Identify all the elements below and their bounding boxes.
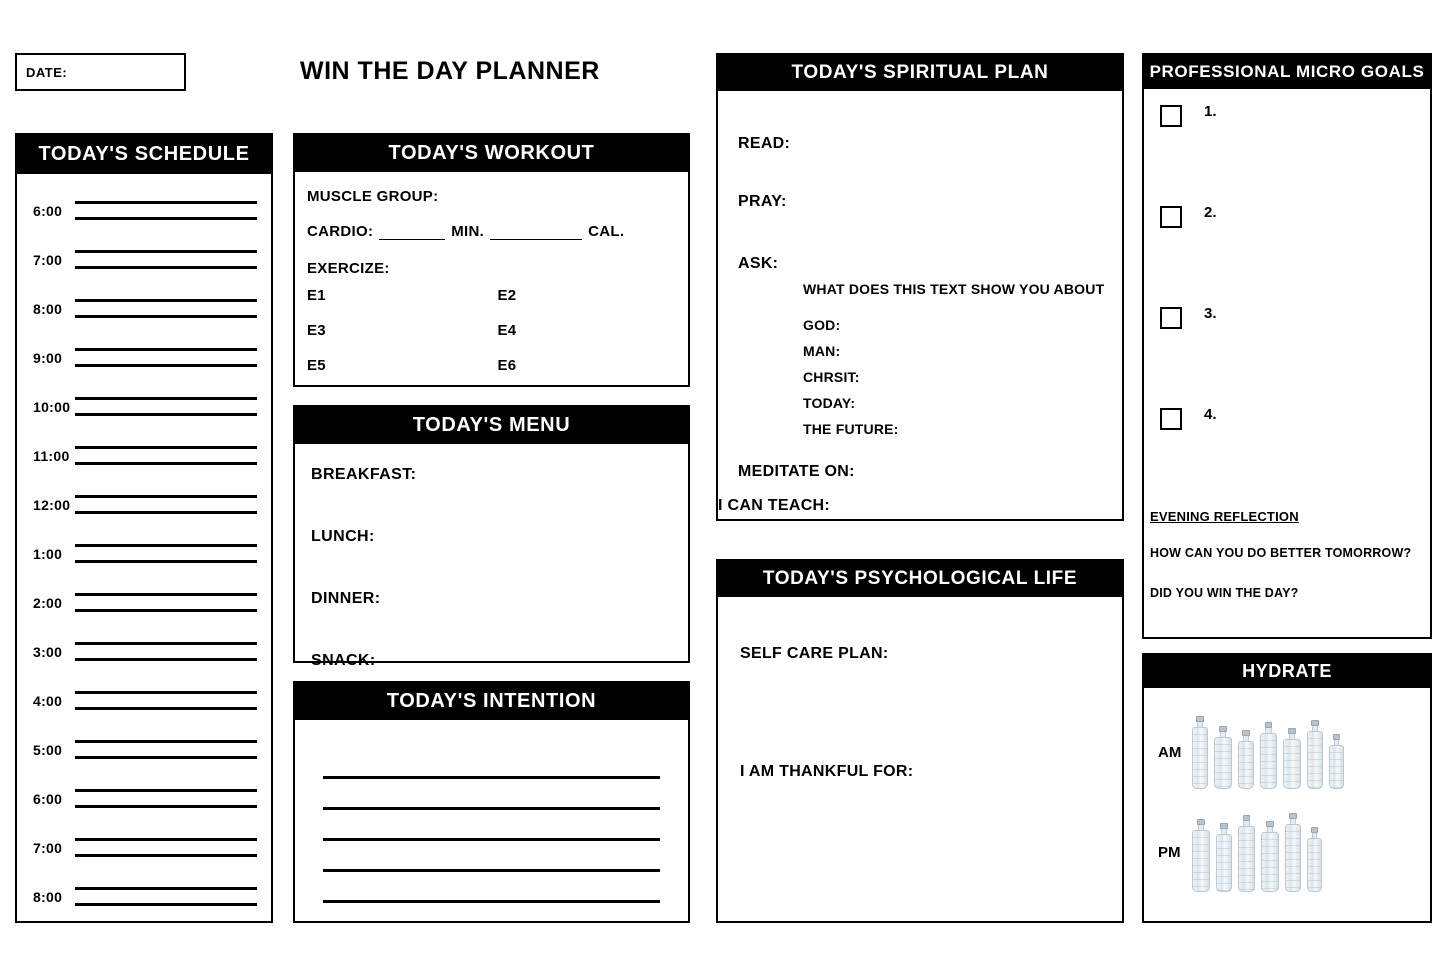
schedule-write-line[interactable] [75,462,257,465]
intention-lines[interactable] [295,720,688,903]
water-bottle-icon[interactable] [1285,813,1301,892]
schedule-heading: TODAY'S SCHEDULE [17,135,271,174]
schedule-row [17,284,271,333]
schedule-time-label: 4:00 [33,692,63,709]
hydrate-heading: HYDRATE [1144,655,1430,688]
meditate-label: MEDITATE ON: [738,463,855,480]
schedule-write-line[interactable] [75,609,257,612]
water-bottle-icon[interactable] [1192,716,1208,789]
evening-reflection-questions [1150,546,1430,600]
hydrate-row [1144,802,1430,902]
schedule-time-label: 1:00 [33,545,63,562]
workout-panel [293,133,690,387]
exercise-slot[interactable]: E3 [307,322,326,339]
muscle-group-label: MUSCLE GROUP: [307,188,439,205]
spiritual-panel [716,53,1124,521]
micro-goal-number: 2. [1204,204,1217,221]
water-bottle-icon[interactable] [1192,819,1210,892]
micro-goal-number: 3. [1204,305,1217,322]
schedule-write-line[interactable] [75,756,257,759]
hydrate-bottle-group [1192,716,1430,789]
exercize-label: EXERCIZE: [307,260,390,277]
ask-item[interactable]: TODAY: [803,395,856,411]
schedule-entry-lines[interactable] [75,678,271,723]
schedule-write-line[interactable] [75,266,257,269]
menu-item[interactable]: DINNER: [311,590,381,607]
checkbox[interactable] [1160,408,1182,430]
schedule-write-line[interactable] [75,217,257,220]
water-bottle-icon[interactable] [1238,730,1254,789]
schedule-time-label: 7:00 [33,839,63,856]
micro-goals-list [1144,89,1430,507]
schedule-entry-lines[interactable] [75,580,271,625]
intention-write-line[interactable] [323,838,660,841]
water-bottle-icon[interactable] [1307,720,1323,789]
schedule-write-line[interactable] [75,413,257,416]
hydrate-rows [1144,688,1430,902]
ask-item[interactable]: CHRSIT: [803,369,860,385]
hydrate-bottle-group [1192,813,1430,892]
schedule-row [17,725,271,774]
schedule-write-line[interactable] [75,707,257,710]
teach-label: I CAN TEACH: [718,497,831,514]
schedule-entry-lines[interactable] [75,237,271,282]
schedule-row [17,676,271,725]
schedule-time-label: 7:00 [33,251,63,268]
schedule-entry-lines[interactable] [75,727,271,772]
schedule-write-line[interactable] [75,446,257,449]
water-bottle-icon[interactable] [1238,815,1255,892]
schedule-time-label: 8:00 [33,300,63,317]
schedule-time-label: 2:00 [33,594,63,611]
schedule-row [17,872,271,921]
schedule-time-label: 10:00 [33,398,71,415]
cardio-min-input[interactable] [379,224,445,240]
schedule-write-line[interactable] [75,495,257,498]
schedule-time-label: 5:00 [33,741,63,758]
cardio-min-label: MIN. [451,223,485,240]
schedule-time-label: 3:00 [33,643,63,660]
schedule-time-label: 11:00 [33,447,70,464]
intention-write-line[interactable] [323,900,660,903]
page-title: WIN THE DAY PLANNER [300,57,600,85]
thankful-label: I AM THANKFUL FOR: [740,763,914,780]
schedule-write-line[interactable] [75,658,257,661]
schedule-row [17,333,271,382]
schedule-time-label: 8:00 [33,888,63,905]
evening-reflection-title: EVENING REFLECTION [1150,509,1299,524]
micro-goal-row [1160,305,1430,406]
ask-item[interactable]: THE FUTURE: [803,421,899,437]
water-bottle-icon[interactable] [1307,827,1322,892]
hydrate-row-label: AM [1158,743,1182,761]
intention-write-line[interactable] [323,869,660,872]
cardio-label: CARDIO: [307,223,374,240]
schedule-entry-lines[interactable] [75,776,271,821]
schedule-time-label: 9:00 [33,349,63,366]
schedule-write-line[interactable] [75,315,257,318]
exercise-slot[interactable]: E5 [307,357,326,374]
schedule-write-line[interactable] [75,805,257,808]
hydrate-row-label: PM [1158,843,1181,861]
water-bottle-icon[interactable] [1329,734,1344,789]
exercise-slot[interactable]: E6 [497,357,517,374]
schedule-write-line[interactable] [75,544,257,547]
intention-write-line[interactable] [323,776,660,779]
micro-goal-row [1160,103,1430,204]
exercise-slot[interactable]: E4 [497,322,517,339]
cardio-cal-label: CAL. [588,223,625,240]
exercise-grid [307,287,688,374]
menu-item[interactable]: LUNCH: [311,528,375,545]
intention-heading: TODAY'S INTENTION [295,683,688,720]
micro-goal-number: 1. [1204,103,1217,120]
ask-item[interactable]: GOD: [803,317,841,333]
micro-goals-heading: PROFESSIONAL MICRO GOALS [1144,55,1430,89]
intention-write-line[interactable] [323,807,660,810]
schedule-write-line[interactable] [75,511,257,514]
micro-goal-number: 4. [1204,406,1217,423]
schedule-write-line[interactable] [75,250,257,253]
ask-item[interactable]: MAN: [803,343,841,359]
schedule-entry-lines[interactable] [75,335,271,380]
menu-items [295,444,688,670]
hydrate-row [1144,702,1430,802]
schedule-entry-lines[interactable] [75,286,271,331]
schedule-row [17,627,271,676]
schedule-row [17,578,271,627]
micro-goal-row [1160,406,1430,507]
schedule-row [17,529,271,578]
date-field[interactable] [15,53,186,91]
ask-items [738,317,1122,437]
schedule-write-line[interactable] [75,838,257,841]
cardio-cal-input[interactable] [490,224,582,240]
water-bottle-icon[interactable] [1261,821,1279,892]
psychological-panel [716,559,1124,923]
workout-heading: TODAY'S WORKOUT [295,135,688,172]
hydrate-panel [1142,653,1432,923]
schedule-entry-lines[interactable] [75,482,271,527]
schedule-write-line[interactable] [75,201,257,204]
checkbox[interactable] [1160,206,1182,228]
schedule-row [17,823,271,872]
water-bottle-icon[interactable] [1260,722,1277,789]
schedule-write-line[interactable] [75,560,257,563]
schedule-time-label: 6:00 [33,790,63,807]
schedule-entry-lines[interactable] [75,531,271,576]
schedule-time-label: 6:00 [33,202,63,219]
micro-goals-panel [1142,53,1432,639]
schedule-entry-lines[interactable] [75,874,271,919]
schedule-write-line[interactable] [75,299,257,302]
intention-panel [293,681,690,923]
reflection-question: HOW CAN YOU DO BETTER TOMORROW? [1150,546,1412,560]
checkbox[interactable] [1160,105,1182,127]
schedule-entry-lines[interactable] [75,433,271,478]
schedule-write-line[interactable] [75,903,257,906]
checkbox[interactable] [1160,307,1182,329]
schedule-write-line[interactable] [75,691,257,694]
exercise-slot[interactable]: E2 [497,287,517,304]
schedule-row [17,186,271,235]
schedule-write-line[interactable] [75,642,257,645]
psychological-heading: TODAY'S PSYCHOLOGICAL LIFE [718,561,1122,597]
schedule-write-line[interactable] [75,593,257,596]
schedule-entry-lines[interactable] [75,384,271,429]
menu-panel [293,405,690,669]
schedule-entry-lines[interactable] [75,825,271,870]
schedule-row [17,480,271,529]
schedule-entry-lines[interactable] [75,629,271,674]
spiritual-heading: TODAY'S SPIRITUAL PLAN [718,55,1122,91]
teach-row [718,497,1122,515]
menu-item[interactable]: SNACK: [311,652,376,669]
exercise-slot[interactable]: E1 [307,287,326,304]
ask-label: ASK: [738,255,779,272]
schedule-rows [17,174,271,921]
schedule-write-line[interactable] [75,348,257,351]
schedule-panel [15,133,273,923]
schedule-write-line[interactable] [75,740,257,743]
schedule-write-line[interactable] [75,854,257,857]
micro-goal-row [1160,204,1430,305]
pray-label: PRAY: [738,193,787,210]
schedule-row [17,431,271,480]
schedule-row [17,382,271,431]
water-bottle-icon[interactable] [1216,823,1232,892]
water-bottle-icon[interactable] [1283,728,1301,789]
date-label: DATE: [26,64,68,80]
schedule-write-line[interactable] [75,364,257,367]
ask-question: WHAT DOES THIS TEXT SHOW YOU ABOUT [803,281,1105,297]
water-bottle-icon[interactable] [1214,726,1232,789]
schedule-row [17,235,271,284]
schedule-entry-lines[interactable] [75,188,271,233]
schedule-time-label: 12:00 [33,496,71,513]
schedule-row [17,774,271,823]
reflection-question: DID YOU WIN THE DAY? [1150,586,1299,600]
schedule-write-line[interactable] [75,887,257,890]
menu-heading: TODAY'S MENU [295,407,688,444]
schedule-write-line[interactable] [75,397,257,400]
menu-item[interactable]: BREAKFAST: [311,466,417,483]
self-care-label: SELF CARE PLAN: [740,645,889,662]
read-label: READ: [738,135,791,152]
schedule-write-line[interactable] [75,789,257,792]
